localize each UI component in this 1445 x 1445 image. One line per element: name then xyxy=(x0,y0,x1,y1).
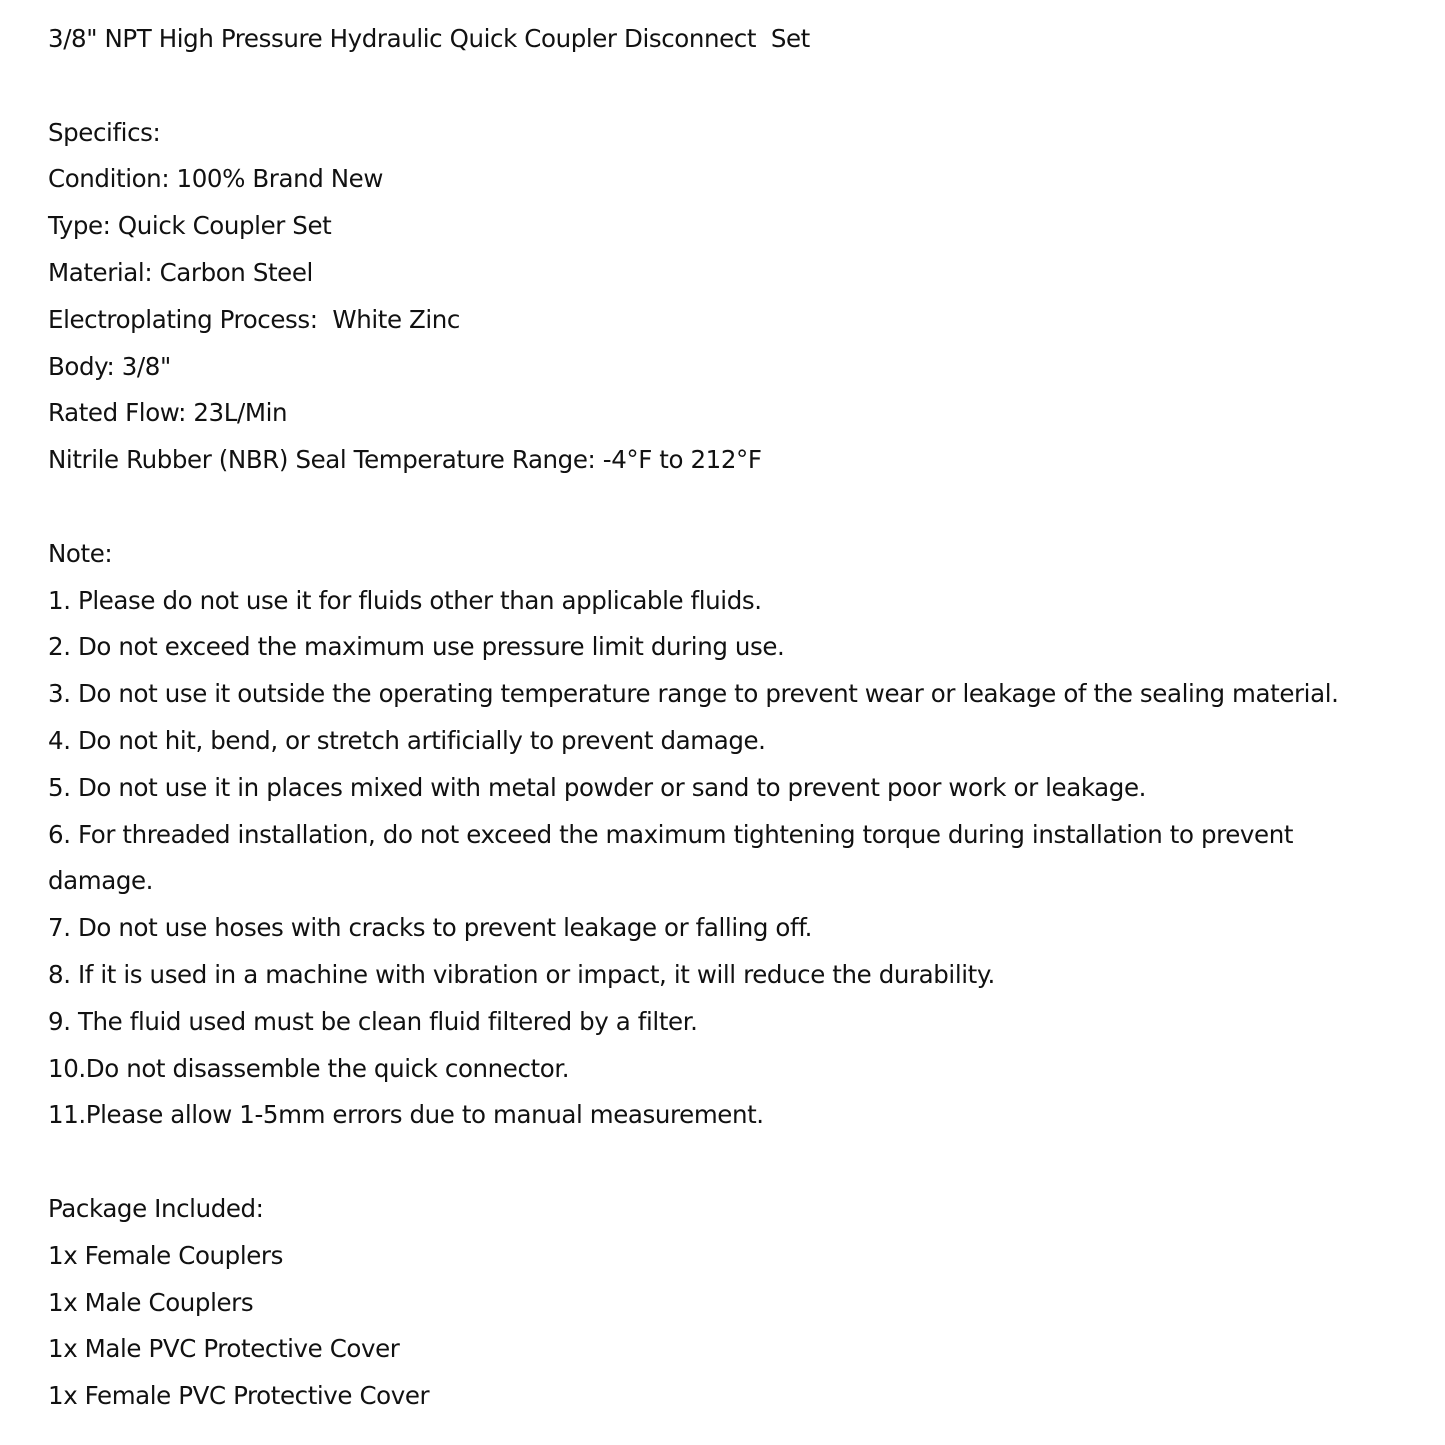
product-description xyxy=(48,16,1433,1420)
spacer xyxy=(48,63,1433,110)
note-item-6: 6. For threaded installation, do not exceed the maximum tightening torque during installation to prevent xyxy=(48,819,1294,849)
spec-seal-temperature: Nitrile Rubber (NBR) Seal Temperature Range: -4°F to 212°F xyxy=(48,445,762,475)
package-item-male-couplers: 1x Male Couplers xyxy=(48,1287,254,1317)
note-item-2: 2. Do not exceed the maximum use pressure limit during use. xyxy=(48,632,785,662)
note-item-11: 11.Please allow 1-5mm errors due to manual measurement. xyxy=(48,1100,764,1130)
note-item-5: 5. Do not use it in places mixed with metal powder or sand to prevent poor work or leakage. xyxy=(48,772,1147,802)
note-item-3: 3. Do not use it outside the operating temperature range to prevent wear or leakage of the sealing material. xyxy=(48,679,1339,709)
package-item-female-couplers: 1x Female Couplers xyxy=(48,1240,283,1270)
spec-body: Body: 3/8" xyxy=(48,351,171,381)
product-title: 3/8" NPT High Pressure Hydraulic Quick Coupler Disconnect Set xyxy=(48,24,810,53)
note-item-4: 4. Do not hit, bend, or stretch artificially to prevent damage. xyxy=(48,725,766,755)
note-item-1: 1. Please do not use it for fluids other than applicable fluids. xyxy=(48,585,762,615)
spec-condition: Condition: 100% Brand New xyxy=(48,164,383,194)
spec-material: Material: Carbon Steel xyxy=(48,257,313,287)
note-item-10: 10.Do not disassemble the quick connector. xyxy=(48,1053,570,1083)
spec-rated-flow: Rated Flow: 23L/Min xyxy=(48,398,288,428)
specifics-heading: Specifics: xyxy=(48,117,161,147)
package-heading: Package Included: xyxy=(48,1193,264,1223)
note-item-8: 8. If it is used in a machine with vibration or impact, it will reduce the durability. xyxy=(48,959,995,989)
spacer xyxy=(48,484,1433,531)
note-item-6-continued: damage. xyxy=(48,866,154,896)
note-item-9: 9. The fluid used must be clean fluid filtered by a filter. xyxy=(48,1006,698,1036)
package-item-male-cover: 1x Male PVC Protective Cover xyxy=(48,1334,400,1364)
note-heading: Note: xyxy=(48,538,113,568)
spec-type: Type: Quick Coupler Set xyxy=(48,211,332,241)
spacer xyxy=(48,1139,1433,1186)
package-item-female-cover: 1x Female PVC Protective Cover xyxy=(48,1381,430,1411)
note-item-7: 7. Do not use hoses with cracks to prevent leakage or falling off. xyxy=(48,913,813,943)
spec-electroplating: Electroplating Process: White Zinc xyxy=(48,304,460,334)
